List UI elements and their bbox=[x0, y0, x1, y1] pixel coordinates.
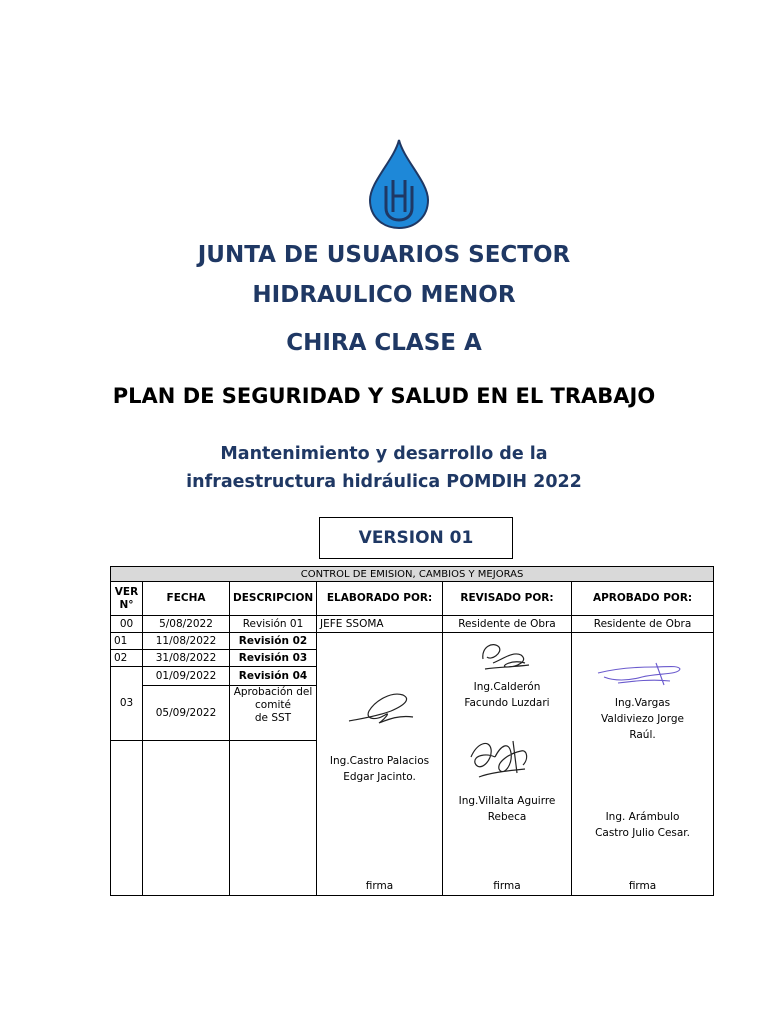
plan-title: PLAN DE SEGURIDAD Y SALUD EN EL TRABAJO bbox=[112, 384, 656, 408]
col-header-revisado: REVISADO POR: bbox=[443, 582, 572, 616]
descripcion-line1: Aprobación del bbox=[233, 686, 313, 698]
col-header-ver: VER N° bbox=[111, 582, 143, 616]
org-name-line1: JUNTA DE USUARIOS SECTOR bbox=[197, 242, 571, 268]
cell-descripcion: Revisión 01 bbox=[230, 616, 317, 633]
cell-descripcion: Revisión 03 bbox=[230, 650, 317, 667]
cell-descripcion: Revisión 04 bbox=[230, 667, 317, 686]
cell-fecha: 05/09/2022 bbox=[143, 686, 230, 741]
cell-ver: 00 bbox=[111, 616, 143, 633]
version-box: VERSION 01 bbox=[319, 517, 513, 559]
elaborado-name-line2: Edgar Jacinto. bbox=[343, 771, 416, 783]
revisado2-name-line1: Ing.Villalta Aguirre bbox=[458, 795, 556, 807]
elaborado-firma: firma bbox=[365, 880, 394, 892]
descripcion-line3: de SST bbox=[254, 712, 292, 724]
cell-ver: 03 bbox=[111, 667, 143, 741]
cell-descripcion bbox=[230, 686, 317, 741]
aprobado1-name-line2: Valdiviezo Jorge bbox=[601, 713, 684, 725]
elaborado-signature-cell bbox=[317, 633, 443, 896]
descripcion-line2: comité bbox=[255, 699, 291, 711]
cell-ver: 01 bbox=[111, 633, 143, 650]
col-header-descripcion: DESCRIPCION bbox=[230, 582, 317, 616]
signature-calderon-icon bbox=[477, 637, 533, 673]
aprobado-firma: firma bbox=[628, 880, 657, 892]
empty-cell bbox=[111, 741, 143, 896]
cell-fecha: 5/08/2022 bbox=[143, 616, 230, 633]
aprobado2-name-line2: Castro Julio Cesar. bbox=[595, 827, 690, 839]
org-name-line2: HIDRAULICO MENOR bbox=[252, 282, 516, 308]
col-header-fecha: FECHA bbox=[143, 582, 230, 616]
aprobado-signature-cell bbox=[572, 633, 714, 896]
aprobado1-name-line1: Ing.Vargas bbox=[614, 697, 671, 709]
empty-cell bbox=[230, 741, 317, 896]
revisado1-name-line2: Facundo Luzdari bbox=[464, 697, 550, 709]
water-drop-logo-icon bbox=[366, 138, 432, 230]
table-row bbox=[111, 633, 714, 650]
cell-elaborado: JEFE SSOMA bbox=[317, 616, 443, 633]
signature-castro-icon bbox=[345, 691, 417, 727]
elaborado-name-line1: Ing.Castro Palacios bbox=[329, 755, 430, 767]
cell-fecha: 01/09/2022 bbox=[143, 667, 230, 686]
col-header-elaborado: ELABORADO POR: bbox=[317, 582, 443, 616]
col-header-aprobado: APROBADO POR: bbox=[572, 582, 714, 616]
table-caption: CONTROL DE EMISION, CAMBIOS Y MEJORAS bbox=[111, 567, 714, 582]
cell-ver: 02 bbox=[111, 650, 143, 667]
subtitle-line1: Mantenimiento y desarrollo de la bbox=[220, 444, 548, 464]
control-table bbox=[110, 566, 714, 896]
aprobado1-name-line3: Raúl. bbox=[629, 729, 656, 741]
revisado-firma: firma bbox=[493, 880, 521, 892]
revisado-signature-cell bbox=[443, 633, 572, 896]
cell-descripcion: Revisión 02 bbox=[230, 633, 317, 650]
subtitle-line2: infraestructura hidráulica POMDIH 2022 bbox=[186, 472, 582, 492]
table-row bbox=[111, 616, 714, 633]
revisado1-name-line1: Ing.Calderón bbox=[473, 681, 541, 693]
cell-aprobado: Residente de Obra bbox=[572, 616, 714, 633]
signature-villalta-icon bbox=[465, 733, 537, 785]
cell-revisado: Residente de Obra bbox=[443, 616, 572, 633]
cell-fecha: 11/08/2022 bbox=[143, 633, 230, 650]
empty-cell bbox=[143, 741, 230, 896]
revisado2-name-line2: Rebeca bbox=[487, 811, 527, 823]
aprobado2-name-line1: Ing. Arámbulo bbox=[605, 811, 680, 823]
cell-fecha: 31/08/2022 bbox=[143, 650, 230, 667]
org-name-line3: CHIRA CLASE A bbox=[286, 330, 482, 356]
signature-vargas-icon bbox=[594, 659, 684, 689]
